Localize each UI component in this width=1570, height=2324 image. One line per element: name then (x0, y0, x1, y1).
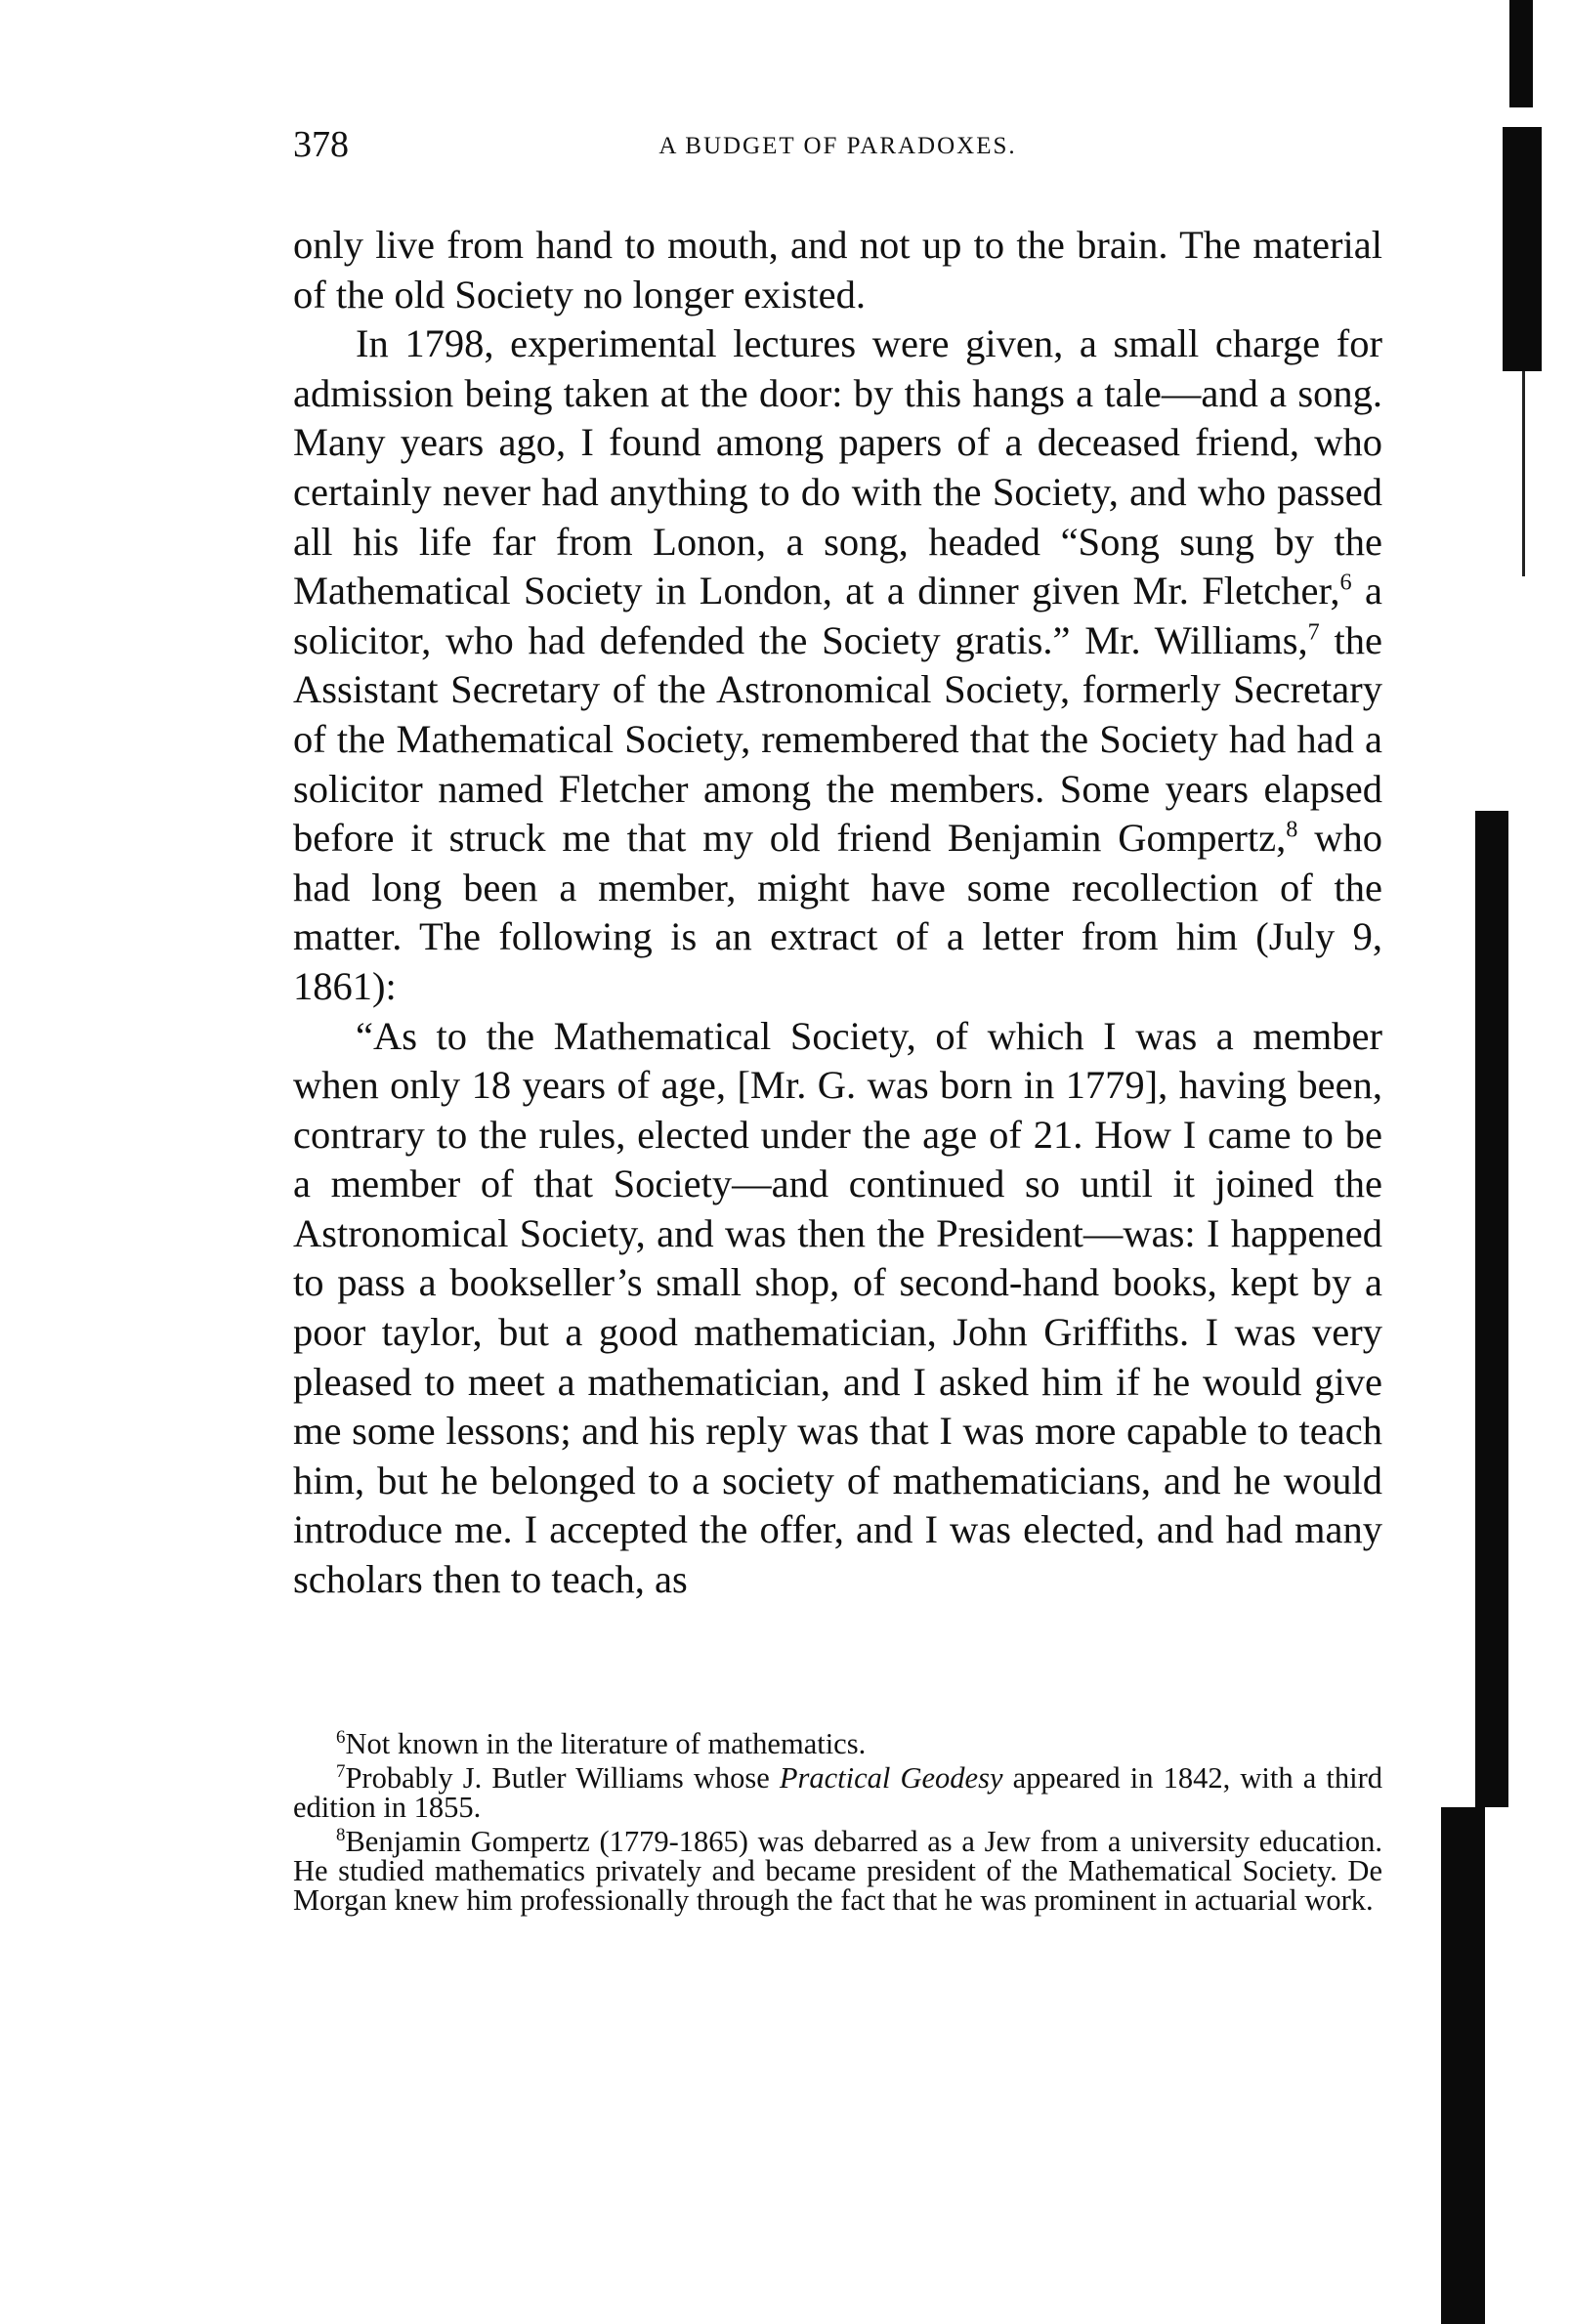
paragraph-lectures-part-2: a solicitor, who had defended the Society gratis.” Mr. Williams, (293, 569, 1382, 662)
paragraph-lectures-part-1: In 1798, experimental lectures were given, a small charge for admission being taken at the door: by this hangs a tale—and a song. Many years ago, I found among papers of a deceased friend, who certainly never had anything to do with the Society, and who passed all his life far from Lonon, a song, headed “Song sung by the Mathematical Society in London, at a dinner given Mr. Fletcher, (293, 321, 1382, 613)
footnote-ref-8: 8 (1286, 816, 1298, 843)
running-head (293, 125, 1382, 164)
scan-artifact-thin-line (1522, 371, 1525, 576)
footnote-marker: 8 (336, 1824, 346, 1845)
footnote-ref-7: 7 (1307, 618, 1320, 646)
footnote-7 (293, 1760, 1382, 1824)
footnote-text: Probably J. Butler Williams whose (345, 1761, 780, 1795)
footnote-marker: 7 (336, 1760, 346, 1782)
paragraph-continued: only live from hand to mouth, and not up to the brain. The material of the old Society no longer existed. (293, 223, 1382, 317)
paragraph-letter-quote: “As to the Mathematical Society, of which I was a member when only 18 years of age, [Mr. G. was born in 1779], having been, contrary to the rules, elected under the age of 21. How I came to be a member of that Society—and continued so until it joined the Astronomical Society, and was then the President—was: I happened to pass a bookseller’s small shop, of second-hand books, kept by a poor taylor, but a good mathematician, John Griffiths. I was very pleased to meet a mathematician, and I asked him if he would give me some lessons; and his reply was that I was more capable to teach him, but he belonged to a society of mathematicians, and he would introduce me. I accepted the offer, and I was elected, and had many scholars then to teach, as (293, 1013, 1382, 1602)
scan-artifact-top (1509, 0, 1533, 107)
scan-artifact-middle (1475, 811, 1508, 1807)
footnote-marker: 6 (336, 1726, 346, 1748)
page-number: 378 (293, 124, 349, 165)
running-title: A BUDGET OF PARADOXES. (658, 133, 1017, 159)
paragraph-lectures (293, 319, 1382, 1011)
footnote-text: Benjamin Gompertz (1779-1865) was debarred as a Jew from a university education. He studied mathematics privately and became president of the Mathematical Society. De Morgan knew him professionally through the fact that he was prominent in actuarial work. (293, 1825, 1382, 1917)
footnotes (293, 1726, 1382, 1920)
scan-artifact-lower (1441, 1807, 1485, 2324)
paragraph-lectures-part-3: the Assistant Secretary of the Astronomical Society, formerly Secretary of the Mathematical Society, remembered that the Society had had a solicitor named Fletcher among the members. Some years elapsed before it struck me that my old friend Benjamin Gompertz, (293, 617, 1383, 861)
scan-artifact-upper (1503, 127, 1542, 371)
paragraph-lectures-part-4: who had long been a member, might have some recollection of the matter. The following is an extract of a letter from him (July 9, 1861): (293, 816, 1383, 1008)
footnote-book-title: Practical Geodesy (779, 1761, 1003, 1795)
footnote-ref-6: 6 (1339, 569, 1352, 596)
footnote-text: appeared in 1842, with a third edition in 1855. (293, 1761, 1382, 1824)
footnote-6 (293, 1726, 1382, 1760)
body-text (293, 221, 1382, 1605)
footnote-text: Not known in the literature of mathematics. (345, 1727, 867, 1760)
footnote-8 (293, 1824, 1382, 1917)
